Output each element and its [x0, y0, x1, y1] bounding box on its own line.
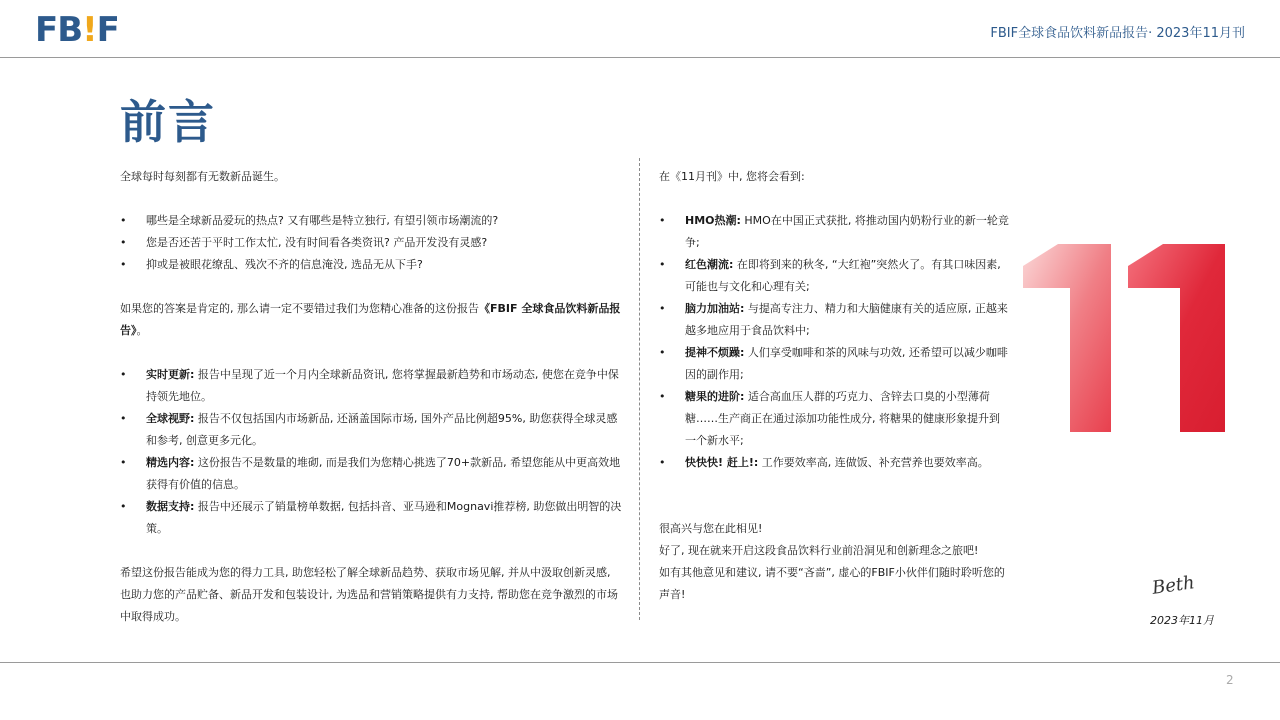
feature-title: 全球视野:: [146, 412, 195, 425]
footer-divider: [0, 662, 1280, 663]
feature-item: [120, 452, 622, 496]
feature-title: 精选内容:: [146, 456, 195, 469]
topic-title: 提神不烦躁:: [685, 346, 745, 359]
digit-one-right: [1128, 244, 1225, 432]
topic-item: [659, 386, 1009, 452]
topic-text: 在即将到来的秋冬, “大红袍”突然火了。有其口味因素, 可能也与文化和心理有关;: [685, 258, 1001, 293]
report-title: FBIF全球食品饮料新品报告· 2023年11月刊: [990, 26, 1245, 41]
feature-item: [120, 408, 622, 452]
question-item: • 您是否还苦于平时工作太忙, 没有时间看各类资讯? 产品开发没有灵感?: [120, 232, 622, 254]
pitch-text: 如果您的答案是肯定的, 那么请一定不要错过我们为您精心准备的这份报告: [120, 302, 479, 315]
greeting-line: 如有其他意见和建议, 请不要“吝啬”, 虚心的FBIF小伙伴们随时聆听您的声音!: [659, 566, 1005, 601]
topic-title: HMO热潮:: [685, 214, 741, 227]
topic-item: [659, 342, 1009, 386]
closing-paragraph: 希望这份报告能成为您的得力工具, 助您轻松了解全球新品趋势、获取市场见解, 并从中汲取创新灵感, 也助力您的产品贮备、新品开发和包装设计, 为选品和营销策略提供有力支持, 帮助您在竞争激烈的市场中取得成功。: [120, 566, 618, 623]
right-column: [659, 166, 1009, 606]
topic-text: HMO在中国正式获批, 将推动国内奶粉行业的新一轮竞争;: [685, 214, 1009, 249]
page-number: 2: [1226, 673, 1234, 687]
question-item: • 抑或是被眼花缭乱、残次不齐的信息淹没, 选品无从下手?: [120, 254, 622, 276]
page-title: 前言: [120, 95, 216, 149]
topic-title: 红色潮流:: [685, 258, 734, 271]
feature-title: 数据支持:: [146, 500, 195, 513]
question-item: • 哪些是全球新品爱玩的热点? 又有哪些是特立独行, 有望引领市场潮流的?: [120, 210, 622, 232]
header: [0, 0, 1280, 58]
column-divider: [639, 158, 640, 620]
issue-number-text: 11: [1018, 236, 1020, 237]
fbif-logo[interactable]: [35, 10, 119, 50]
feature-title: 实时更新:: [146, 368, 195, 381]
greeting-line: 好了, 现在就来开启这段食品饮料行业前沿洞见和创新理念之旅吧!: [659, 544, 979, 557]
report-name: 《FBIF 全球食品饮料新品报告》: [120, 302, 621, 337]
issue-intro: 在《11月刊》中, 您将会看到:: [659, 170, 805, 183]
topic-item: [659, 452, 1009, 474]
feature-text: 报告不仅包括国内市场新品, 还涵盖国际市场, 国外产品比例超95%, 助您获得全球灵感和参考, 创意更多元化。: [146, 412, 618, 447]
left-column: [120, 166, 622, 628]
logo-exclamation: !: [82, 10, 97, 50]
topic-title: 糖果的进阶:: [685, 390, 745, 403]
topic-text: 适合高血压人群的巧克力、含锌去口臭的小型薄荷糖……生产商正在通过添加功能性成分, 将糖果的健康形象提升到一个新水平;: [685, 390, 1000, 447]
topic-item: [659, 254, 1009, 298]
topic-title: 快快快! 赶上!:: [685, 456, 759, 469]
feature-text: 报告中呈现了近一个月内全球新品资讯, 您将掌握最新趋势和市场动态, 使您在竞争中保持领先地位。: [146, 368, 619, 403]
signature-date: 2023年11月: [1150, 614, 1214, 627]
issue-number-graphic: [1018, 236, 1238, 436]
topic-text: 工作要效率高, 连做饭、补充营养也要效率高。: [758, 456, 989, 469]
logo-text-part2: F: [96, 10, 119, 50]
feature-item: [120, 496, 622, 540]
feature-text: 报告中还展示了销量榜单数据, 包括抖音、亚马逊和Mognavi推荐榜, 助您做出明智的决策。: [146, 500, 622, 535]
topic-item: [659, 210, 1009, 254]
topic-item: [659, 298, 1009, 342]
pitch-end: 。: [136, 324, 148, 337]
logo-text-part1: FB: [35, 10, 83, 50]
feature-text: 这份报告不是数量的堆砌, 而是我们为您精心挑选了70+款新品, 希望您能从中更高效地获得有价值的信息。: [146, 456, 621, 491]
digit-one-left: [1023, 244, 1111, 432]
intro-text: 全球每时每刻都有无数新品诞生。: [120, 170, 285, 183]
greeting-line: 很高兴与您在此相见!: [659, 522, 763, 535]
topic-text: 与提高专注力、精力和大脑健康有关的适应原, 正越来越多地应用于食品饮料中;: [685, 302, 1008, 337]
signature: Beth: [1150, 572, 1196, 599]
topic-text: 人们享受咖啡和茶的风味与功效, 还希望可以减少咖啡因的副作用;: [685, 346, 1008, 381]
feature-item: [120, 364, 622, 408]
report-pitch-paragraph: [120, 298, 622, 342]
topic-title: 脑力加油站:: [685, 302, 745, 315]
